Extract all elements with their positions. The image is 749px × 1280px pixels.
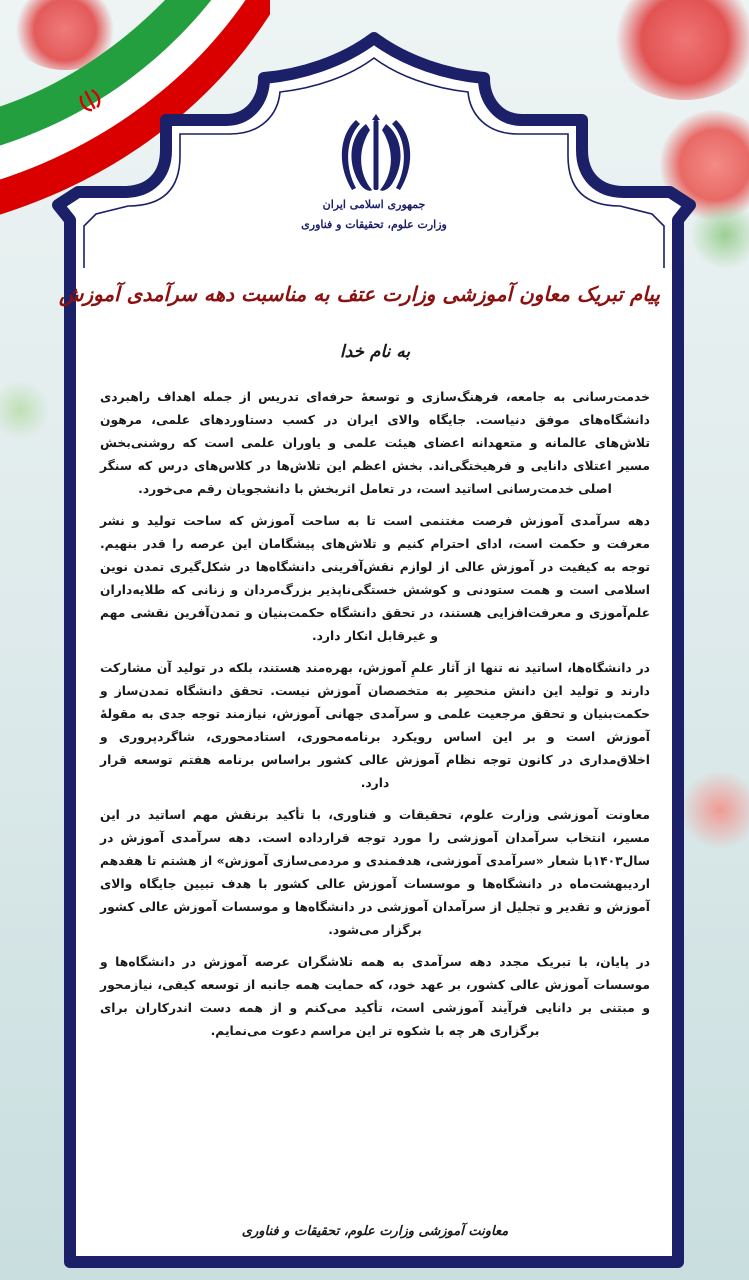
emblem-country-label: جمهوری اسلامی ایران (322, 198, 426, 211)
emblem-ministry-label: وزارت علوم، تحقیقات و فناوری (301, 218, 447, 231)
bismillah: به نام خدا (339, 342, 411, 362)
paragraph-1: خدمت‌رسانی به جامعه، فرهنگ‌سازی و توسعهٔ حرفه‌ای تدریس از جمله اهداف راهبردی دانشگاه‌های موفق دنیاست. جایگاه والای ایران در کسب دستاوردهای علمی، مرهون تلاش‌های عالمانه و متعهدانه اعضای هیئت علمی و یاوران علمی است که روشنی‌بخش مسیر اعتلای دانایی و فرهیختگی‌اند. بخش اعظم این تلاش‌ها در کلاس‌های درس که سنگر اصلی خدمت‌رسانی اساتید است، در تعامل اثربخش با دانشجویان رقم می‌خورد. (100, 390, 650, 496)
paragraph-2: دهه سرآمدی آموزش فرصت مغتنمی است تا به ساحت آموزش که ساحت تولید و نشر معرفت و حکمت است، ادای احترام کنیم و تلاش‌های پیشگامان این عرصه را قدر بنهیم. توجه به کیفیت در آموزش عالی از لوازم نقش‌آفرینی دانشگاه‌ها در شکل‌گیری تمدن نوین اسلامی است و همت ستودنی و کوشش خستگی‌ناپذیر بزرگ‌مردان و زنانی که طلایه‌داران علم‌آموزی و معرفت‌افزایی هستند، در تحقق دانشگاه حکمت‌بنیان و تمدن‌آفرین نقشی مهم و غیرقابل انکار دارد. (100, 514, 650, 643)
iran-emblem-icon (336, 110, 416, 200)
message-body (100, 386, 650, 1052)
paragraph-5: در پایان، با تبریک مجدد دهه سرآمدی به همه تلاشگران عرصه آموزش در دانشگاه‌ها و موسسات آموزش عالی کشور، بر عهد خود، که حمایت همه جانبه از توسعه کیفی، نیازمحور و مبتنی بر دانایی فرآیند آموزشی است، تأکید می‌کنم و از همه دست اندرکاران برای برگزاری هر چه با شکوه تر این مراسم دعوت می‌نمایم. (100, 955, 650, 1038)
paragraph-4: معاونت آموزشی وزارت علوم، تحقیقات و فناوری، با تأکید برنقش مهم اساتید در این مسیر، انتخاب سرآمدان آموزشی را مورد توجه قرارداده است. دهه سرآمدی آموزش در سال۱۴۰۳با شعار «سرآمدی آموزشی، هدفمندی و مردمی‌سازی آموزش» از هشتم تا هفدهم اردیبهشت‌ماه در دانشگاه‌ها و موسسات آموزش عالی کشور با هدف تبیین جایگاه والای آموزش و تقدیر و تجلیل از سرآمدان آموزشی در دانشگاه‌ها و موسسات آموزش عالی کشور برگزار می‌شود. (100, 808, 650, 937)
paragraph-3: در دانشگاه‌ها، اساتید نه تنها از آثار علمِ آموزش، بهره‌مند هستند، بلکه در تولید آن مشارکت دارند و تولید این دانش منحصِر به متخصصان آموزش نیست. تحقق دانشگاه تمدن‌ساز و حکمت‌بنیان و تحقق مرجعیت علمی و سرآمدی جهانی آموزش، نیازمند توجه جدی به مقولهٔ آموزش است و بر این اساس رویکرد برنامه‌محوری، استادمحوری، شاگردپروری و اخلاق‌مداری در کانون توجه نظام آموزش عالی کشور براساس برنامه هفتم توسعه قرار دارد. (100, 661, 650, 790)
page-title: پیام تبریک معاون آموزشی وزارت عتف به مناسبت دهه سرآمدی آموزش (59, 282, 660, 306)
signature: معاونت آموزشی وزارت علوم، تحقیقات و فناوری (241, 1224, 509, 1239)
